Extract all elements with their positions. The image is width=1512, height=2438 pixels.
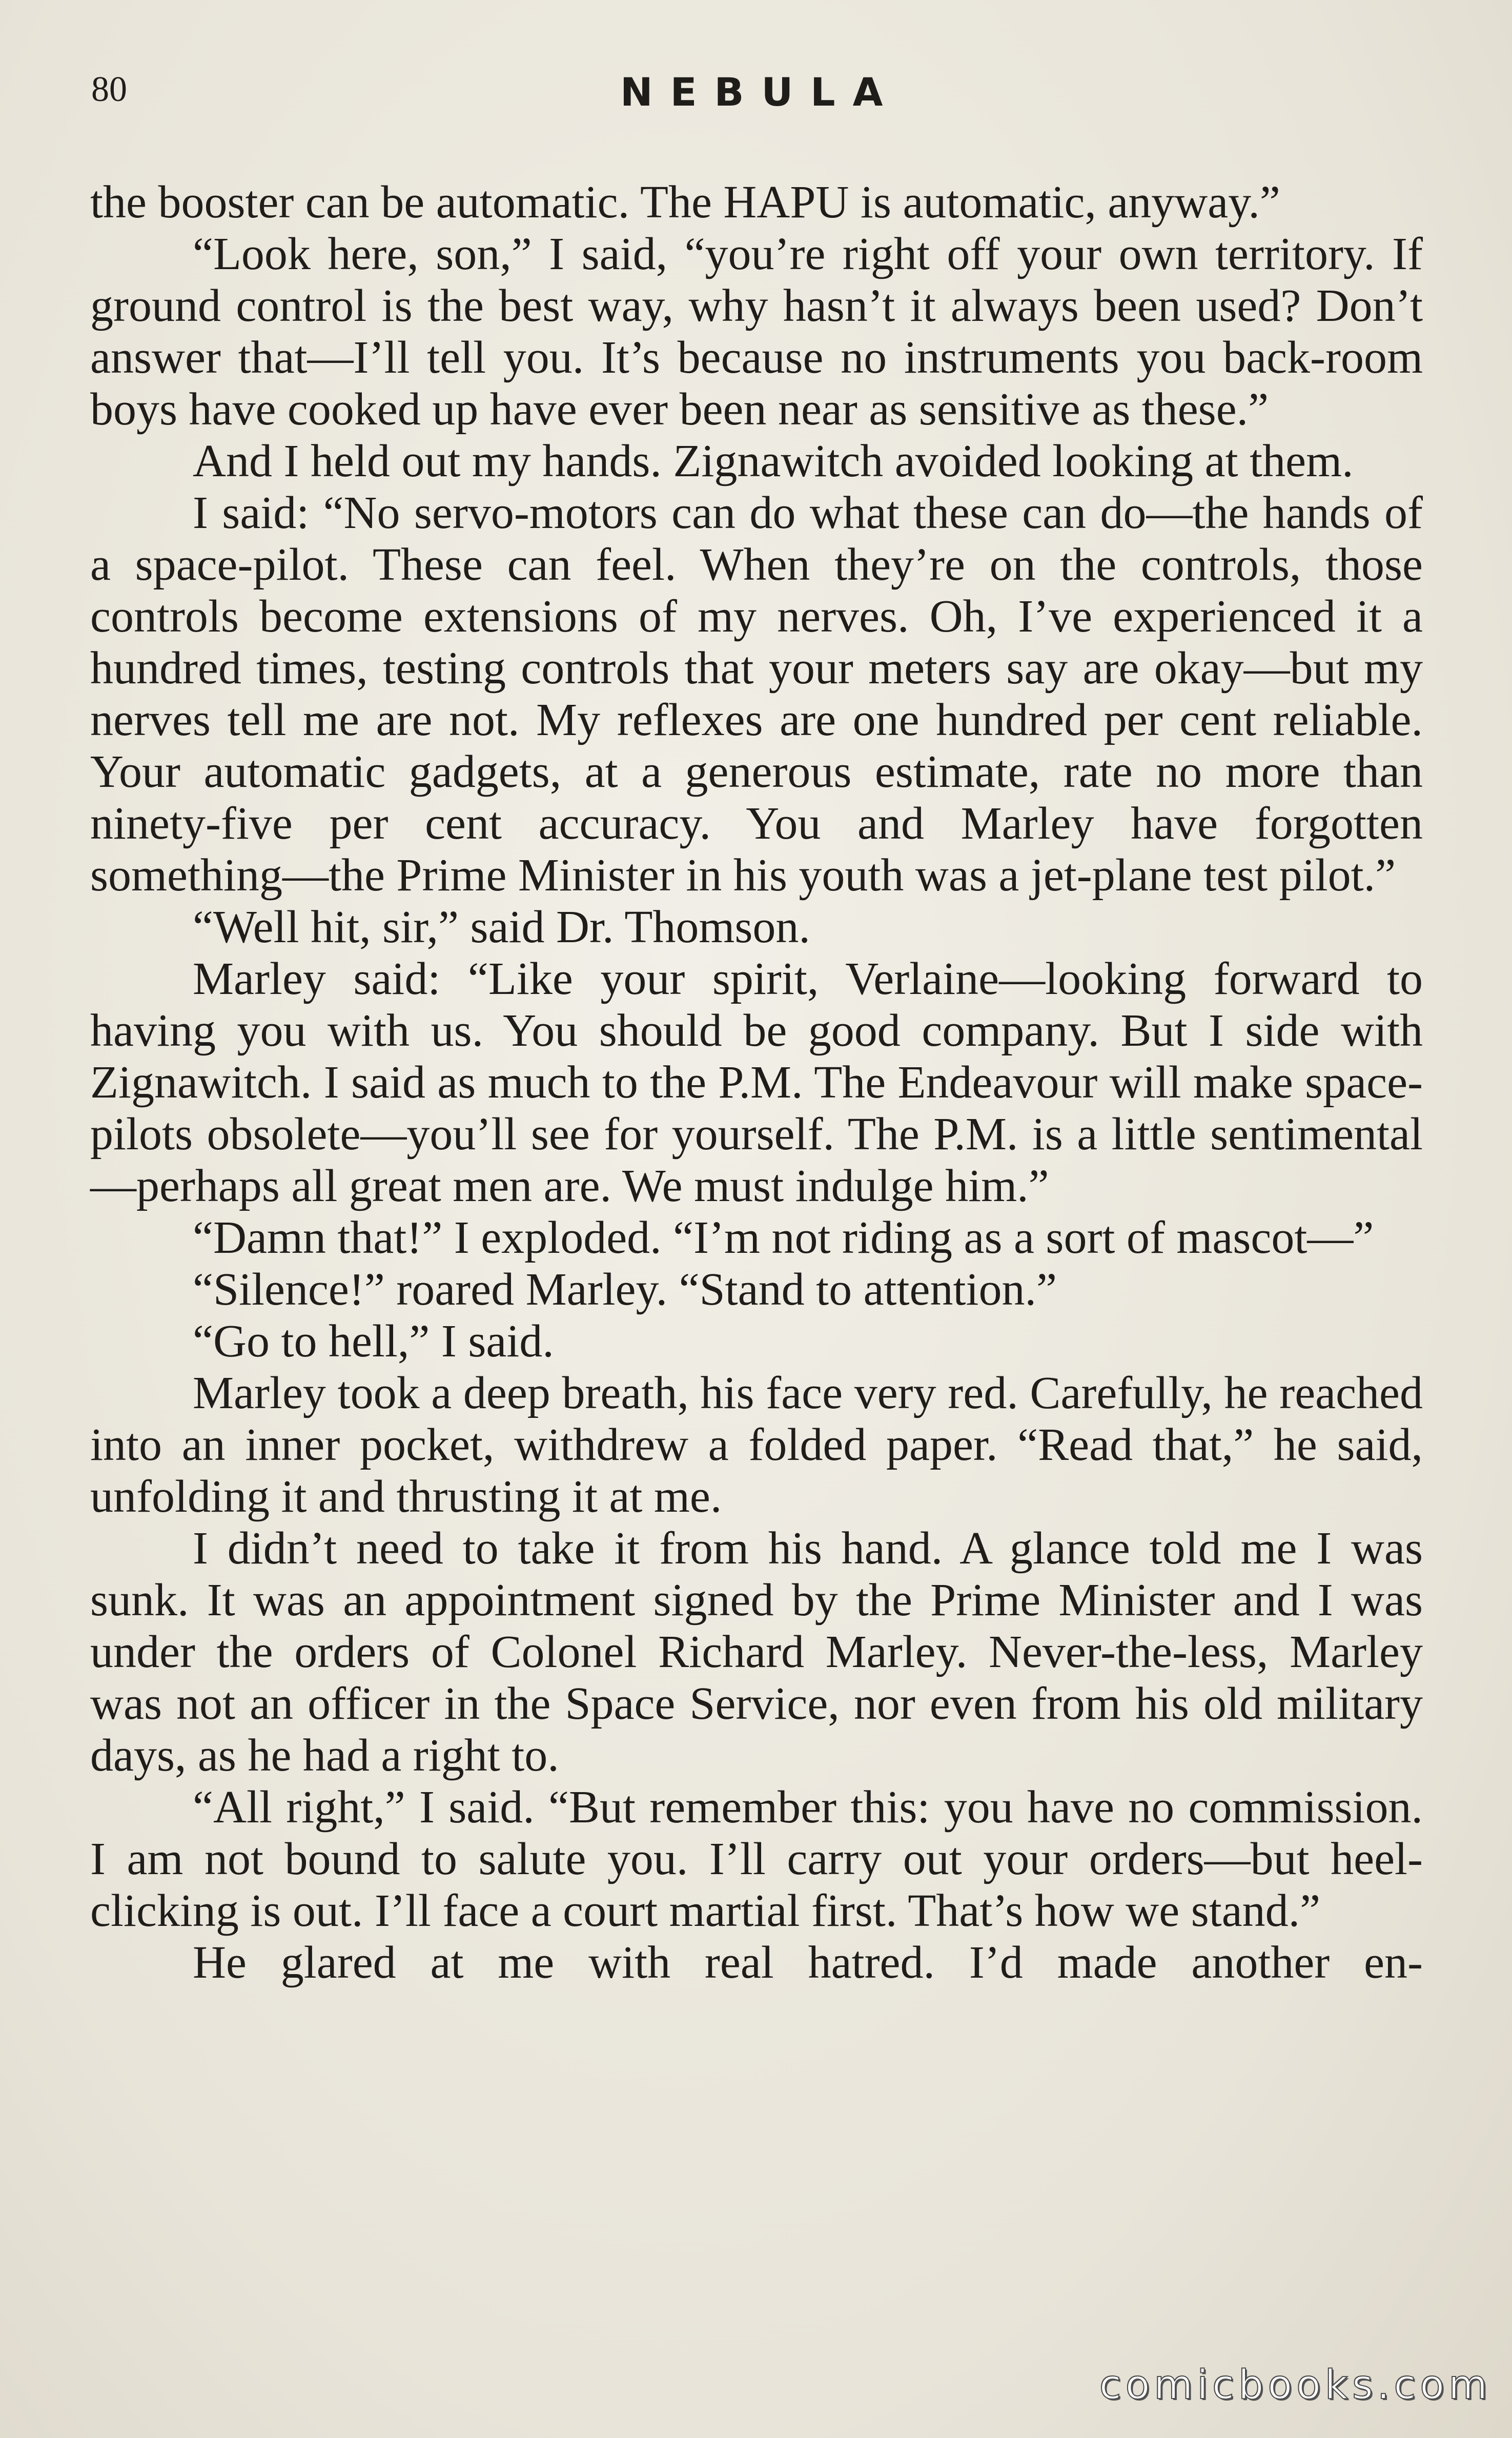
- paragraph: I didn’t need to take it from his hand. A glance told me I was sunk. It was an appointment signed by the Prime Minister and I was under the orders of Colonel Richard Marley. Never-the-less, Marley was not an officer in the Space Service, nor even from his old military days, as he had a right to.: [90, 1523, 1423, 1781]
- paragraph: Marley took a deep breath, his face very red. Carefully, he reached into an inner pocket, withdrew a folded paper. “Read that,” he said, unfolding it and thrusting it at me.: [90, 1368, 1423, 1522]
- paragraph: And I held out my hands. Zignawitch avoided looking at them.: [193, 436, 1354, 486]
- page-number: 80: [91, 70, 127, 109]
- paragraph: Marley said: “Like your spirit, Verlaine—looking forward to having you with us. You should be good company. But I side with Zignawitch. I said as much to the P.M. The Endeavour will make space-pilots obsolete—you’ll see for yourself. The P.M. is a little sentimental—perhaps all great men are. We must indulge him.”: [90, 953, 1423, 1211]
- paragraph: He glared at me with real hatred. I’d made another en-: [193, 1937, 1423, 1988]
- paragraph: “Damn that!” I exploded. “I’m not riding as a sort of mascot—”: [193, 1212, 1374, 1263]
- paragraph: “Go to hell,” I said.: [193, 1316, 554, 1367]
- paragraph: “Silence!” roared Marley. “Stand to attention.”: [193, 1264, 1057, 1315]
- body-text: [90, 176, 1423, 1988]
- watermark: comicbooks.com: [1099, 2362, 1491, 2408]
- paragraph: “Well hit, sir,” said Dr. Thomson.: [193, 902, 810, 952]
- paragraph: “Look here, son,” I said, “you’re right off your own territory. If ground control is the best way, why hasn’t it always been used? Don’t answer that—I’ll tell you. It’s because no instruments you back-room boys have cooked up have ever been near as sensitive as these.”: [90, 229, 1423, 435]
- paragraph: I said: “No servo-motors can do what these can do—the hands of a space-pilot. These can feel. When they’re on the controls, those controls become extensions of my nerves. Oh, I’ve experienced it a hundred times, testing controls that your meters say are okay—but my nerves tell me are not. My reflexes are one hundred per cent reliable. Your automatic gadgets, at a generous estimate, rate no more than ninety-five per cent accuracy. You and Marley have forgotten something—the Prime Minister in his youth was a jet-plane test pilot.”: [90, 487, 1423, 901]
- paragraph: “All right,” I said. “But remember this: you have no commission. I am not bound to salute you. I’ll carry out your orders—but heel-clicking is out. I’ll face a court martial first. That’s how we stand.”: [90, 1782, 1423, 1936]
- paragraph: the booster can be automatic. The HAPU is automatic, anyway.”: [90, 177, 1280, 228]
- running-head: NEBULA: [620, 69, 901, 115]
